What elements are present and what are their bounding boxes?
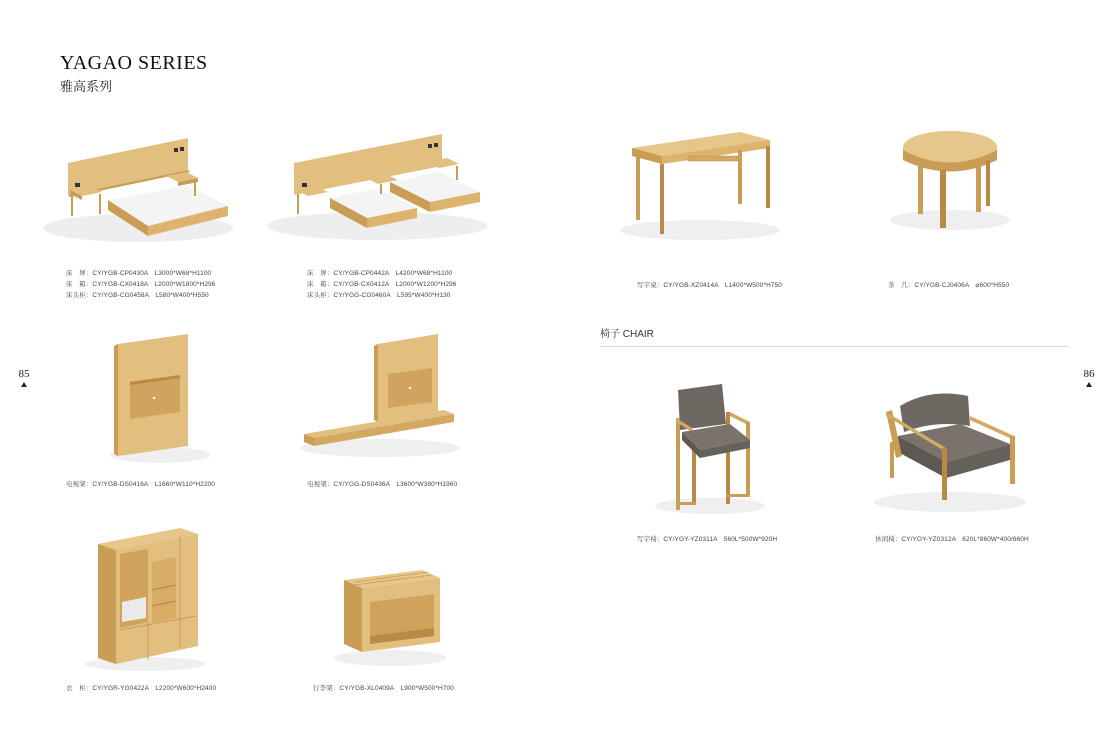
- series-title: YAGAO SERIES: [60, 52, 208, 74]
- series-subtitle: 雅高系列: [60, 79, 113, 94]
- page-number-left-text: 85: [18, 368, 30, 380]
- page-number-right: [1079, 368, 1099, 387]
- caption-luggage-rack: [313, 683, 454, 694]
- triangle-marker-icon: [1086, 382, 1092, 387]
- section-heading-chair: 椅子 CHAIR: [600, 329, 654, 340]
- product-image-bed-twin: [262, 128, 492, 248]
- caption-tea-table: [888, 280, 1009, 291]
- triangle-marker-icon: [21, 382, 27, 387]
- section-divider: [600, 346, 1068, 347]
- product-image-tea-table: [880, 120, 1020, 240]
- caption-line: 写字椅：CY/YGY-YZ0311A 560L*500W*920H: [637, 536, 778, 543]
- caption-line: 休闲椅：CY/YGY-YZ0312A 620L*860W*400/660H: [875, 536, 1029, 543]
- caption-line: 茶 几：CY/YGB-CJ0406A ⌀600*H550: [888, 282, 1010, 289]
- product-image-luggage-rack: [330, 560, 450, 670]
- caption-line: 衣 柜：CY/YGR-YG0422A L2200*W600*H2400: [66, 685, 217, 692]
- caption-line: 床 箱：CY/YGB-CX0418A L2000*W1800*H296: [66, 281, 216, 288]
- caption-lounge-chair: [875, 534, 1029, 545]
- page-number-right-text: 86: [1083, 368, 1095, 380]
- product-image-desk-chair: [650, 378, 770, 518]
- product-image-bed-single: [38, 128, 238, 248]
- caption-bed-single: [66, 268, 215, 301]
- caption-line: 写字桌：CY/YGB-XZ0414A L1400*W500*H750: [637, 282, 783, 289]
- caption-line: 电视架：CY/YGG-DS0436A L3600*W380*H1960: [307, 481, 458, 488]
- caption-wardrobe: [66, 683, 216, 694]
- caption-tv-bench: [307, 479, 457, 490]
- caption-line: 床 箱：CY/YGB-CX0412A L2000*W1200*H296: [307, 281, 457, 288]
- product-image-desk: [610, 118, 790, 248]
- caption-desk: [637, 280, 782, 291]
- page-number-left: [14, 368, 34, 387]
- caption-line: 床头柜：CY/YGG-CG0460A L595*W400*H130: [307, 292, 451, 299]
- product-image-wardrobe: [80, 522, 210, 672]
- product-image-tv-bench: [298, 330, 463, 465]
- caption-bed-twin: [307, 268, 456, 301]
- caption-line: 行李架：CY/YGB-XL0409A L900*W500*H700: [313, 685, 454, 692]
- caption-desk-chair: [637, 534, 777, 545]
- caption-line: 床 屏：CY/YGB-CP0430A L3000*W68*H1100: [66, 270, 212, 277]
- caption-line: 电视架：CY/YGB-DS0416A L1660*W110*H2200: [66, 481, 215, 488]
- caption-line: 床头柜：CY/YGB-CG0458A L580*W400*H550: [66, 292, 209, 299]
- product-image-lounge-chair: [870, 386, 1030, 516]
- caption-tv-panel: [66, 479, 215, 490]
- product-image-tv-panel: [100, 330, 210, 465]
- caption-line: 床 屏：CY/YGB-CP0442A L4200*W68*H1100: [307, 270, 453, 277]
